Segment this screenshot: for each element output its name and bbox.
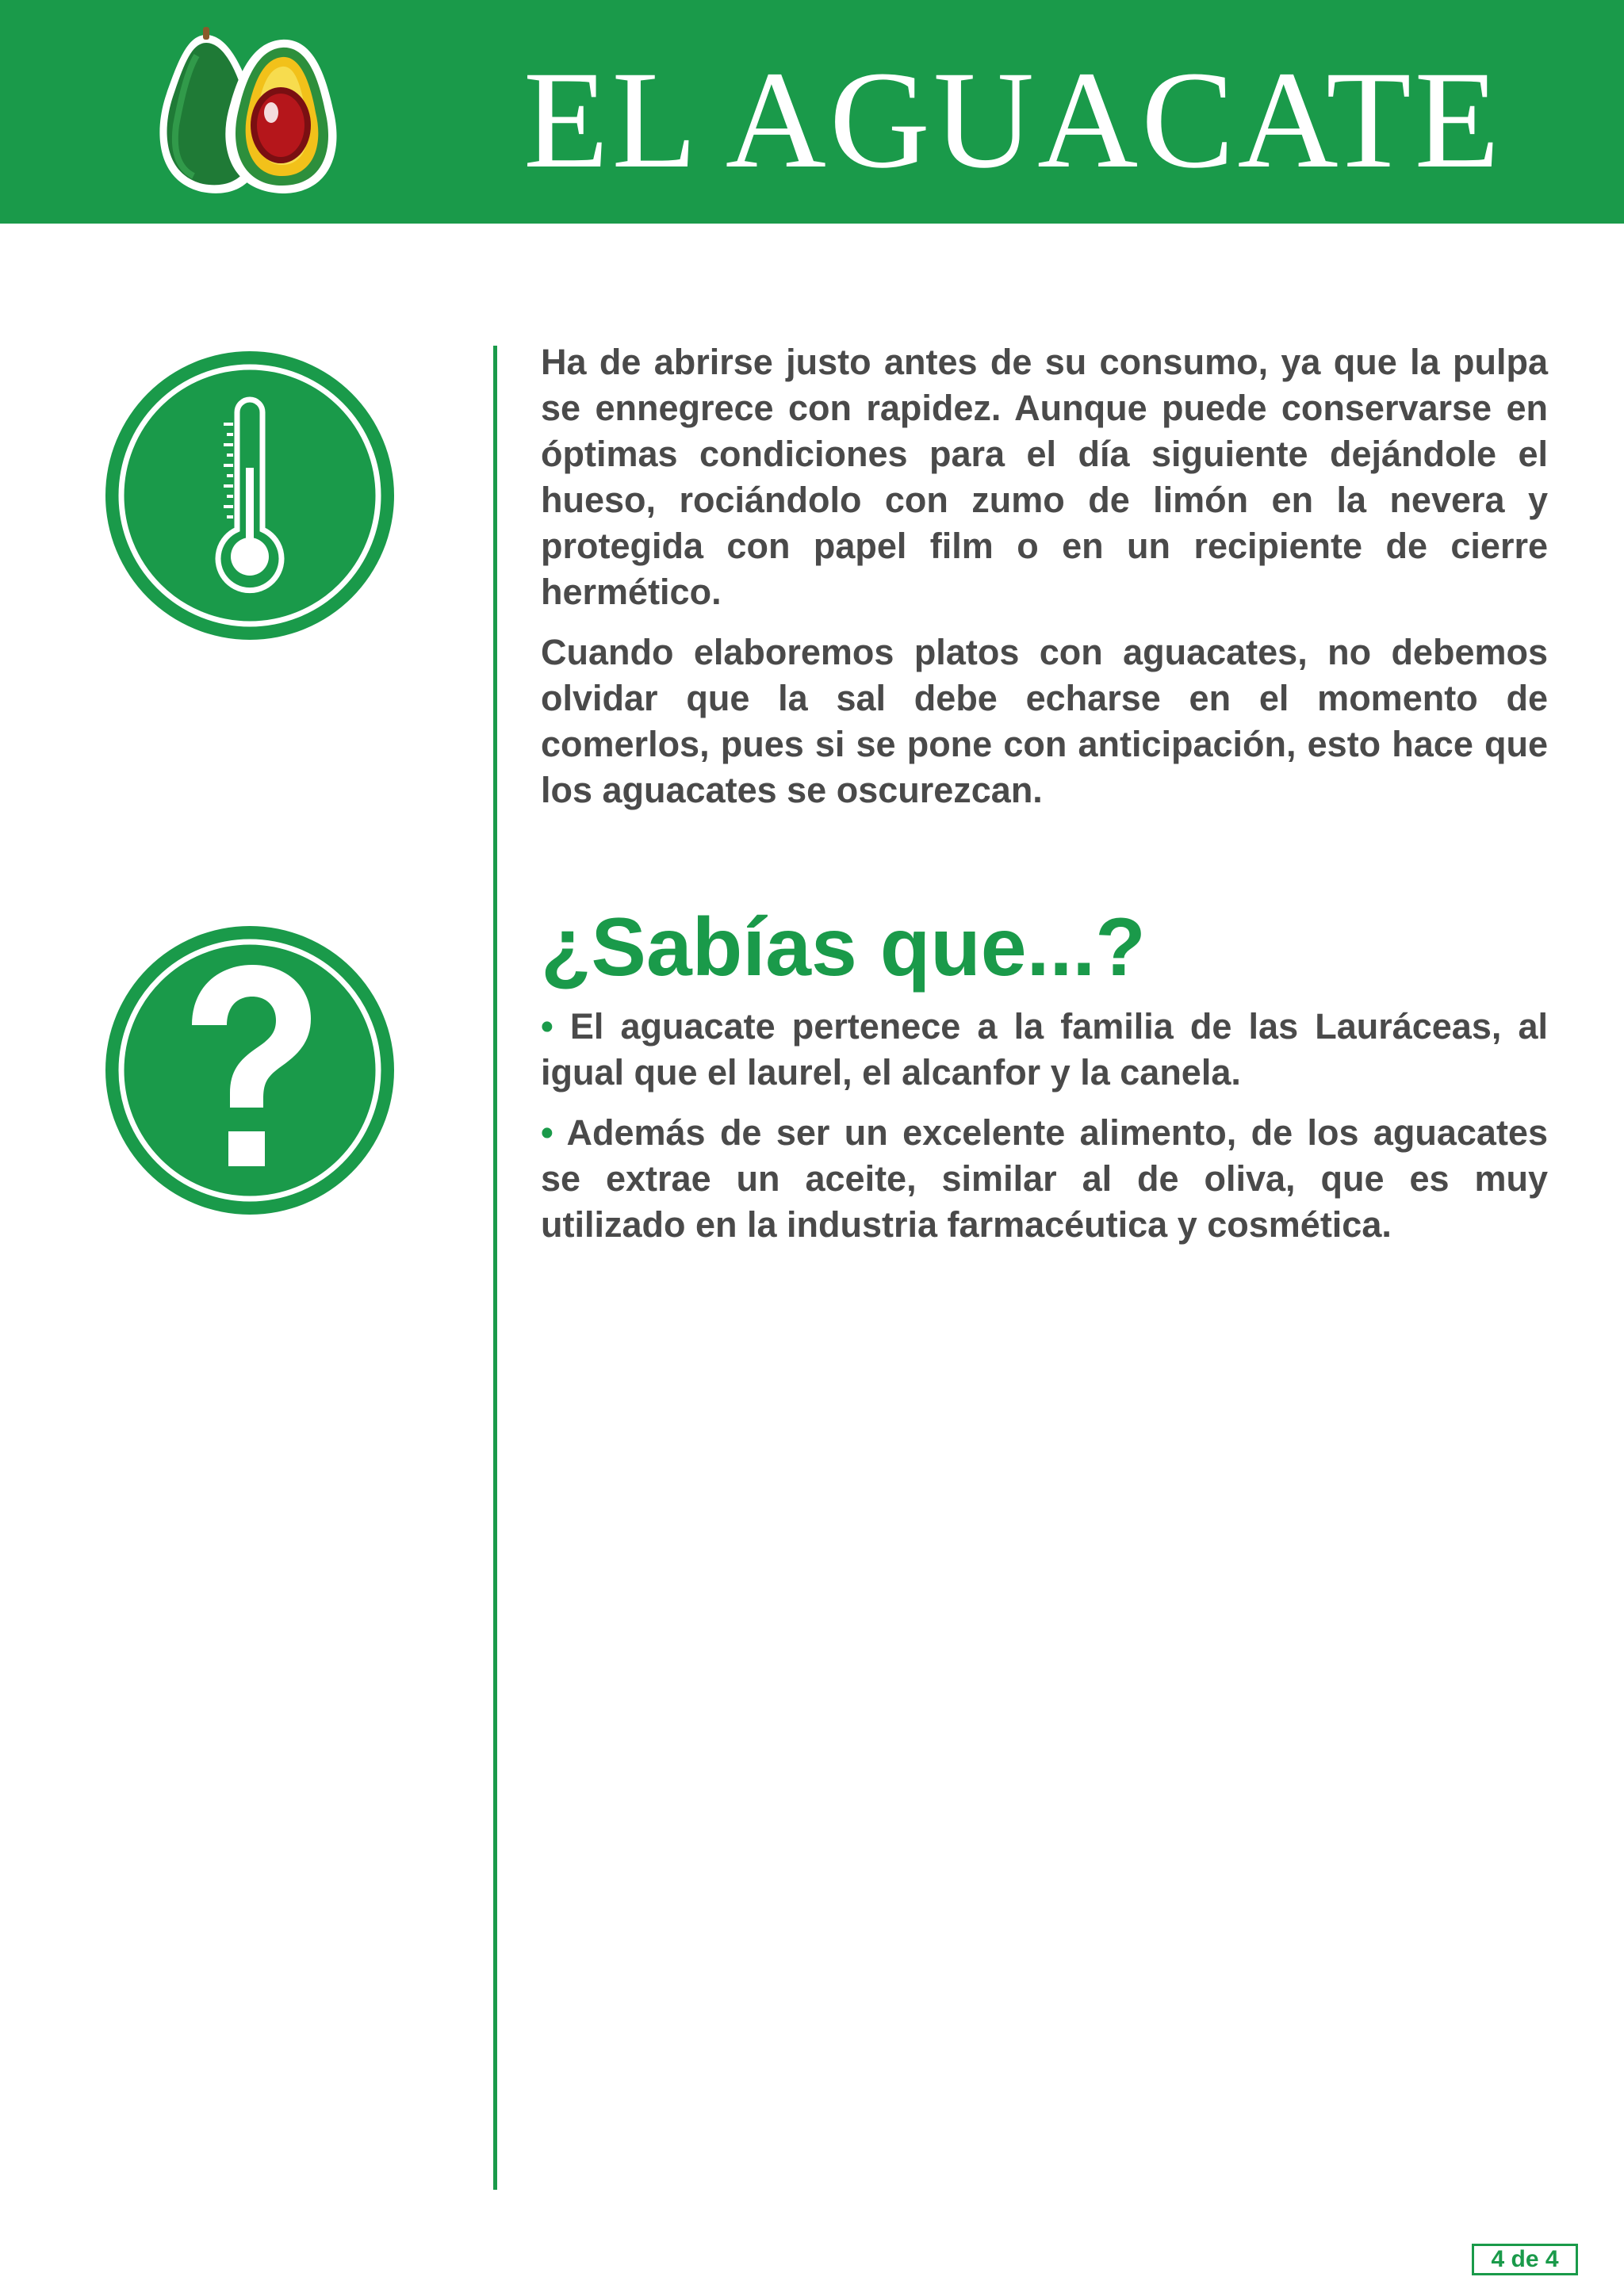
storage-paragraph-1: Ha de abrirse justo antes de su consumo, ya que la pulpa se ennegrece con rapidez. Aunque puede conservarse en óptimas condiciones para el día siguiente dejándole el hueso, rociándolo con zumo de limón en la nevera y protegida con papel film o en un recipiente de cierre hermético. <box>541 342 1548 612</box>
page-title: EL AGUACATE <box>523 43 1503 197</box>
header-bar <box>0 0 1624 224</box>
bullet-icon: • <box>541 1112 553 1153</box>
storage-section <box>541 339 1548 828</box>
fact-text: Además de ser un excelente alimento, de los aguacates se extrae un aceite, similar al de oliva, que es muy utilizado en la industria farmacéutica y cosmética. <box>541 1112 1548 1245</box>
facts-section <box>541 894 1548 1262</box>
facts-heading: ¿Sabías que...? <box>541 901 1146 993</box>
fact-item <box>541 1110 1548 1248</box>
storage-paragraph-2: Cuando elaboremos platos con aguacates, no debemos olvidar que la sal debe echarse en el momento de comerlos, pues si se pone con anticipación, esto hace que los aguacates se oscurezcan. <box>541 632 1548 810</box>
vertical-divider <box>493 346 497 2190</box>
avocado-icon <box>149 24 347 203</box>
bullet-icon: • <box>541 1006 553 1047</box>
fact-text: El aguacate pertenece a la familia de las Lauráceas, al igual que el laurel, el alcanfor y la canela. <box>541 1006 1548 1093</box>
question-mark-icon <box>103 924 396 1217</box>
fact-item <box>541 1004 1548 1096</box>
page-indicator: 4 de 4 <box>1472 2244 1578 2275</box>
thermometer-icon <box>103 349 396 642</box>
